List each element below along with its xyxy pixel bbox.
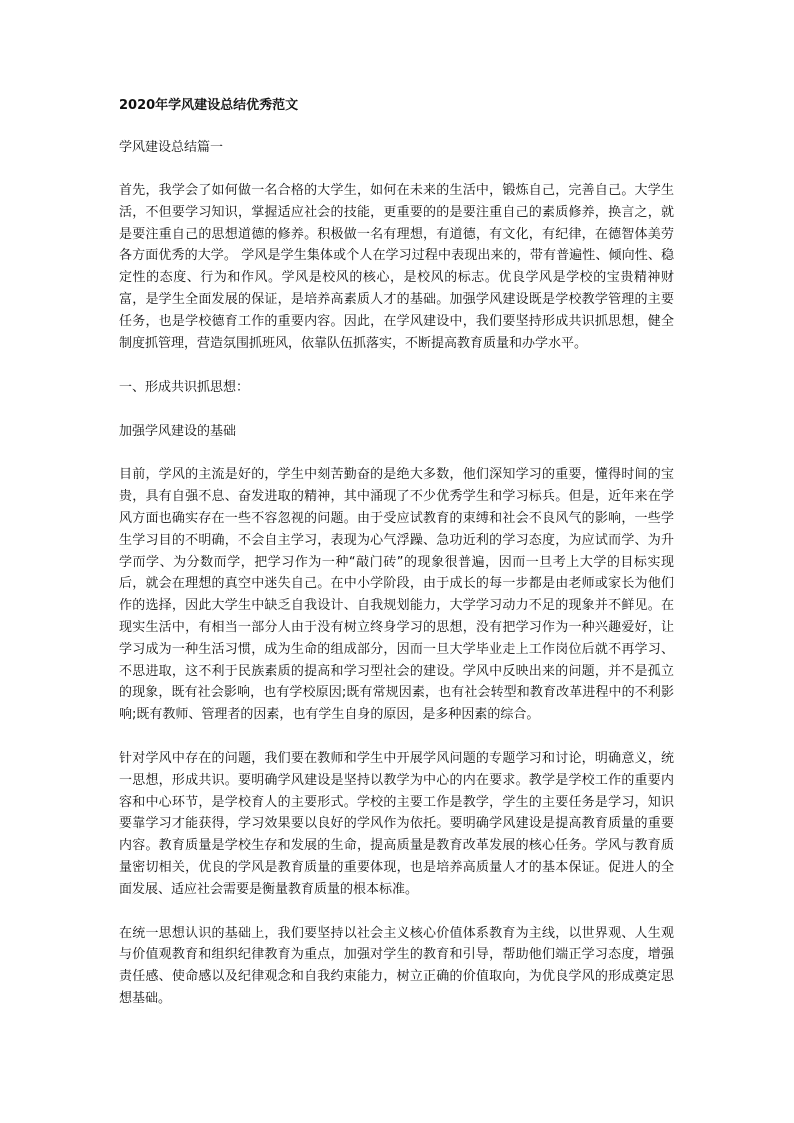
- paragraph-problem-response: 针对学风中存在的问题，我们要在教师和学生中开展学风问题的专题学习和讨论，明确意义，统一思想，形成共识。要明确学风建设是坚持以教学为中心的内在要求。教学是学校工作的重要内容和中心环节，是学校育人的主要形式。学校的主要工作是教学，学生的主要任务是学习，知识要靠学习才能获得，学习效果要以良好的学风作为依托。要明确学风建设是提高教育质量的重要内容。教育质量是学校生存和发展的生命，提高质量是教育改革发展的核心任务。学风与教育质量密切相关，优良的学风是教育质量的重要体现，也是培养高质量人才的基本保证。促进人的全面发展、适应社会需要是衡量教育质量的根本标准。: [119, 750, 674, 897]
- spacer: [119, 354, 674, 376]
- heading-consensus: 一、形成共识抓思想：: [119, 380, 250, 396]
- spacer: [119, 901, 674, 923]
- document-page: [119, 96, 674, 1010]
- paragraph-intro: 首先，我学会了如何做一名合格的大学生，如何在未来的生活中，锻炼自己，完善自己。大学生活，不但要学习知识，掌握适应社会的技能，更重要的的是要注重自己的素质修养，换言之，就是要注重自己的思想道德的修养。积极做一名有理想，有道德，有文化，有纪律，在德智体美劳各方面优秀的大学。 学风是学生集体或个人在学习过程中表现出来的，带有普遍性、倾向性、稳定性的态度、行为和作风。学风是校风的核心，是校风的标志。优良学风是学校的宝贵精神财富，是学生全面发展的保证，是培养高素质人才的基础。加强学风建设既是学校教学管理的主要任务，也是学校德育工作的重要内容。因此，在学风建设中，我们要坚持形成共识抓思想，健全制度抓管理，营造氛围抓班风，依靠队伍抓落实，不断提高教育质量和办学水平。: [119, 183, 674, 351]
- document-title: 2020年学风建设总结优秀范文: [119, 98, 299, 113]
- heading-foundation: 加强学风建设的基础: [119, 424, 237, 440]
- spacer: [119, 444, 674, 464]
- section-title: 学风建设总结篇一: [119, 140, 224, 155]
- spacer: [119, 116, 674, 136]
- paragraph-ideological-foundation: 在统一思想认识的基础上，我们要坚持以社会主义核心价值体系教育为主线，以世界观、人生观与价值观教育和组织纪律教育为重点，加强对学生的教育和引导，帮助他们端正学习态度，增强责任感、使命感以及纪律观念和自我约束能力，树立正确的价值取向，为优良学风的形成奠定思想基础。: [119, 925, 674, 1006]
- spacer: [119, 726, 674, 748]
- spacer: [119, 400, 674, 420]
- paragraph-current-situation: 目前，学风的主流是好的，学生中刻苦勤奋的是绝大多数，他们深知学习的重要，懂得时间的宝贵，具有自强不息、奋发进取的精神，其中涌现了不少优秀学生和学习标兵。但是，近年来在学风方面也确实存在一些不容忽视的问题。由于受应试教育的束缚和社会不良风气的影响，一些学生学习目的不明确，不会自主学习，表现为心气浮躁、急功近利的学习态度，为应试而学、为升学而学、为分数而学，把学习作为一种“敲门砖”的现象很普遍，因而一旦考上大学的目标实现后，就会在理想的真空中迷失自己。在中小学阶段，由于成长的每一步都是由老师或家长为他们作的选择，因此大学生中缺乏自我设计、自我规划能力，大学学习动力不足的现象并不鲜见。在现实生活中，有相当一部分人由于没有树立终身学习的思想，没有把学习作为一种兴趣爱好，让学习成为一种生活习惯，成为生命的组成部分，因而一旦大学毕业走上工作岗位后就不再学习、不思进取，这不利于民族素质的提高和学习型社会的建设。学风中反映出来的问题，并不是孤立的现象，既有社会影响，也有学校原因;既有常规因素，也有社会转型和教育改革进程中的不利影响;既有教师、管理者的因素，也有学生自身的原因，是多种因素的综合。: [119, 467, 674, 723]
- spacer: [119, 160, 674, 180]
